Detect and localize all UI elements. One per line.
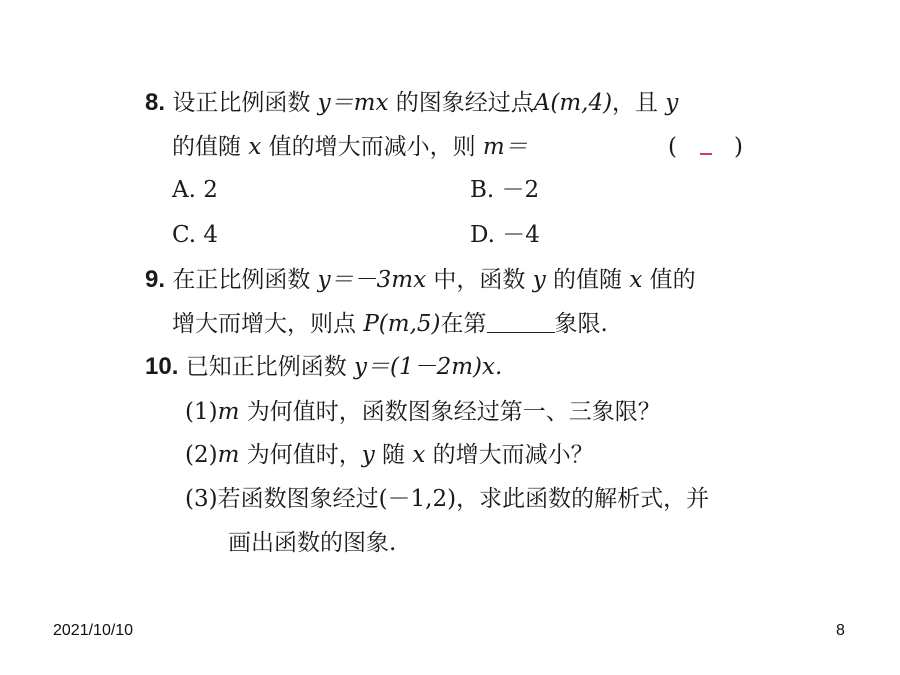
q10-sub1-text: 为何值时，函数图象经过第一、三象限？: [246, 399, 661, 425]
q8-answer-mark: [700, 153, 712, 155]
q10-sub2-var-x: x: [412, 442, 426, 468]
q8-text: 的值随: [172, 134, 241, 160]
q8-option-b: B. －2: [470, 177, 540, 203]
q10-sub1: [185, 397, 661, 427]
q8-option-a: A. 2: [172, 177, 218, 203]
q9-answer-blank: [487, 312, 555, 333]
q10-sub2-text: 随: [382, 442, 406, 468]
q8-option-c: C. 4: [172, 222, 219, 248]
q10-sub2-text: 为何值时，: [246, 442, 362, 468]
q9-text: 中，函数: [433, 267, 526, 293]
q8-text: 值的增大而减小，则: [268, 134, 476, 160]
q8-point: A(m,4): [533, 90, 613, 116]
q8-line1: [145, 88, 678, 118]
q9-text: 象限.: [554, 311, 608, 337]
q8-text: 的图象经过点: [395, 90, 534, 116]
q9-line2: [172, 309, 608, 339]
q8-equation: y＝mx: [317, 90, 389, 116]
q9-var-x: x: [629, 267, 643, 293]
q10-sub1-label: (1): [185, 399, 218, 425]
q9-text: 的值随: [553, 267, 622, 293]
q10-sub1-var-m: m: [217, 399, 240, 425]
q9-number: 9.: [145, 266, 166, 293]
q10-sub3-line1: (3)若函数图象经过(－1,2)，求此函数的解析式，并: [185, 486, 710, 512]
q10-sub2: [185, 440, 594, 470]
q10-equation: y＝(1－2m)x.: [354, 354, 503, 380]
footer-date: 2021/10/10: [53, 622, 134, 639]
q8-paren-open: (: [668, 134, 677, 160]
q10-line1: [145, 352, 502, 382]
q8-m-eq: m＝: [482, 134, 528, 160]
q8-line2: [172, 132, 528, 162]
q9-text: 在第: [440, 311, 487, 337]
q9-text: 增大而增大，则点: [172, 311, 356, 337]
q8-paren-close: ): [734, 134, 743, 160]
footer-page-number: 8: [836, 622, 845, 639]
q9-point: P(m,5): [363, 311, 441, 337]
q8-option-d: D. －4: [470, 222, 540, 248]
q10-text: 已知正比例函数: [185, 354, 347, 380]
q8-number: 8.: [145, 89, 166, 116]
q10-sub2-text: 的增大而减小？: [432, 442, 594, 468]
q9-var-y: y: [532, 267, 546, 293]
q8-text: ，且: [612, 90, 659, 116]
q10-sub2-label: (2): [185, 442, 218, 468]
q10-sub2-var-y: y: [361, 442, 375, 468]
q10-sub3-line2: 画出函数的图象.: [228, 530, 397, 556]
q9-line1: [145, 265, 696, 295]
q9-text: 值的: [649, 267, 696, 293]
q10-number: 10.: [145, 353, 179, 380]
q9-text: 在正比例函数: [172, 267, 311, 293]
q10-sub2-var-m: m: [217, 442, 240, 468]
q8-text: 设正比例函数: [172, 90, 311, 116]
q8-var-y: y: [665, 90, 679, 116]
q8-var-x: x: [248, 134, 262, 160]
q9-equation: y＝－3mx: [317, 267, 427, 293]
